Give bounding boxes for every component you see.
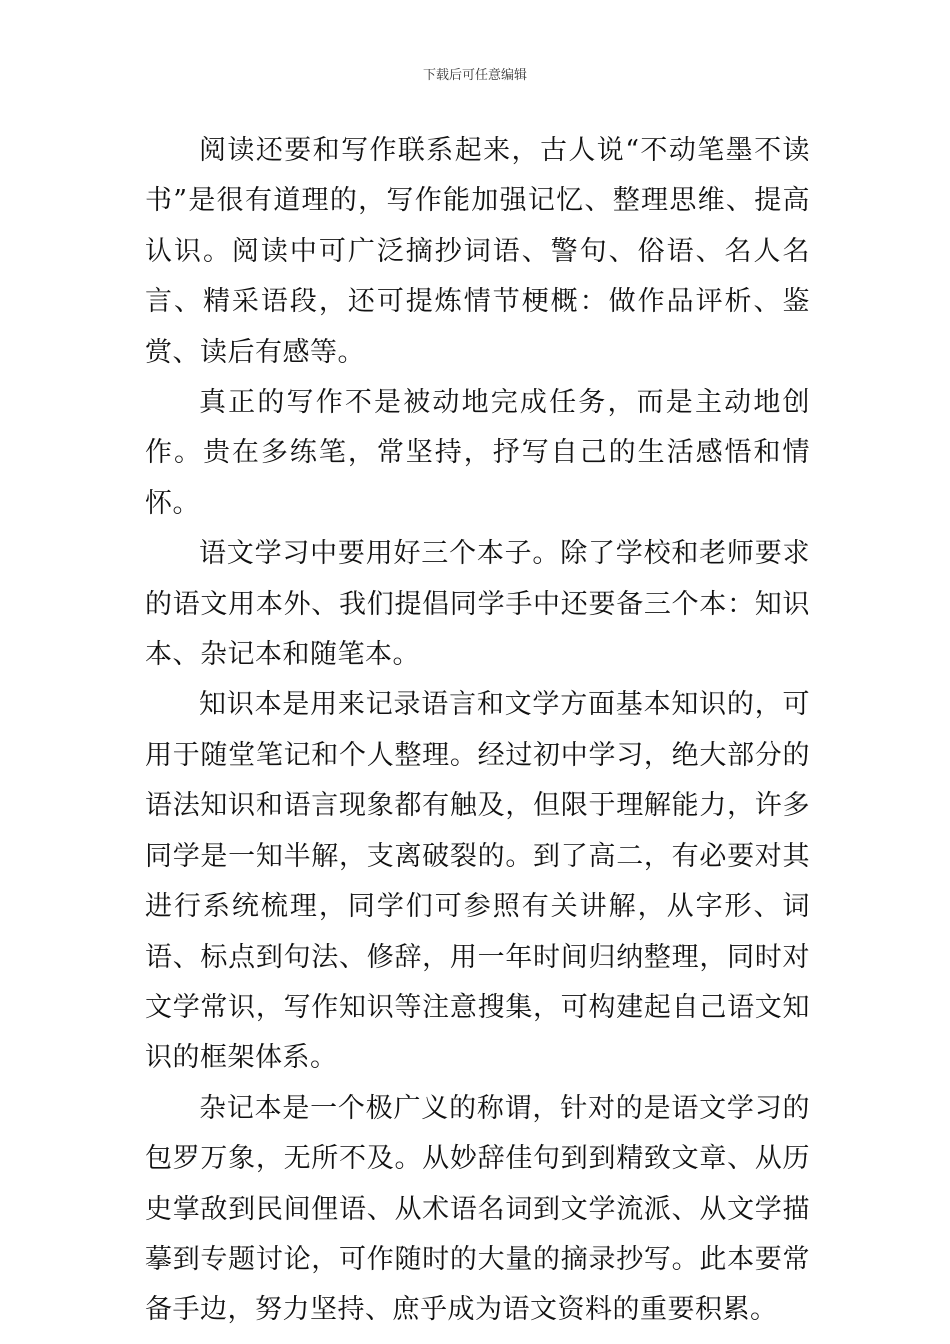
page-header: 下载后可任意编辑 xyxy=(422,68,527,83)
paragraph-misc-notebook: 杂记本是一个极广义的称谓，针对的是语文学习的包罗万象，无所不及。从妙辞佳句到到精致文章、从历史掌敌到民间俚语、从术语名词到文学流派、从文学描摹到专题讨论，可作随时的大量的摘录抄写。此本要常备手边，努力坚持、庶乎成为语文资料的重要积累。 xyxy=(145,1092,810,1326)
paragraph-three-notebooks: 语文学习中要用好三个本子。除了学校和老师要求的语文用本外、我们提倡同学手中还要备三个本：知识本、杂记本和随笔本。 xyxy=(145,538,810,671)
document-body xyxy=(145,126,810,1336)
paragraph-true-writing: 真正的写作不是被动地完成任务，而是主动地创作。贵在多练笔，常坚持，抒写自己的生活感悟和情怀。 xyxy=(145,387,810,519)
paragraph-reading-writing: 阅读还要和写作联系起来，古人说“不动笔墨不读书”是很有道理的，写作能加强记忆、整理思维、提高认识。阅读中可广泛摘抄词语、警句、俗语、名人名言、精采语段，还可提炼情节梗概：做作品评析、鉴赏、读后有感等。 xyxy=(145,135,810,368)
paragraph-knowledge-notebook: 知识本是用来记录语言和文学方面基本知识的，可用于随堂笔记和个人整理。经过初中学习，绝大部分的语法知识和语言现象都有触及，但限于理解能力，许多同学是一知半解，支离破裂的。到了高二，有必要对其进行系统梳理，同学们可参照有关讲解，从字形、词语、标点到句法、修辞，用一年时间归纳整理，同时对文学常识，写作知识等注意搜集，可构建起自己语文知识的框架体系。 xyxy=(145,689,810,1074)
